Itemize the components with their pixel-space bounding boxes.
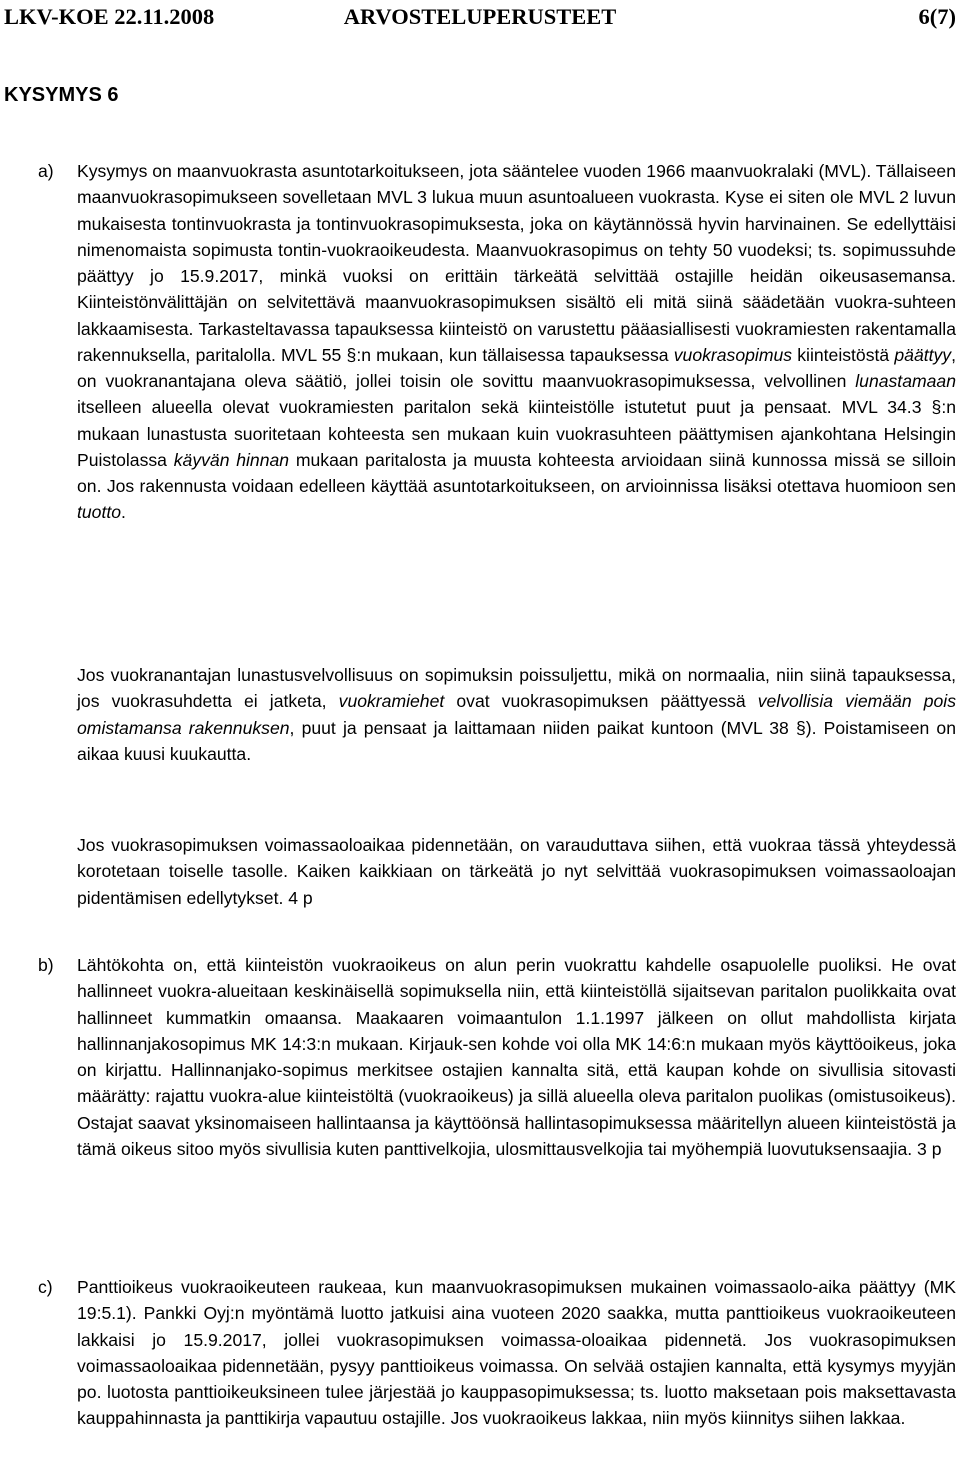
text-run: Kysymys on maanvuokrasta asuntotarkoitukseen, jota sääntelee vuoden 1966 maanvuokralaki (MVL). Tällaiseen maanvuokrasopimukseen sovelletaan MVL 3 lukua muun asuntoalueen vuokrasta. Kyse ei siten ole MVL 2 luvun mukaisesta tontinvuokrasta ja tontinvuokrasopimuksesta, joka on käytännössä hyvin harvinainen. Se edellyttäisi nimenomaista sopimusta tontin-vuokraoikeudesta. Maanvuokrasopimus on tehty 50 vuodeksi; ts. sopimussuhde päättyy jo 15.9.2017, minkä vuoksi on erittäin tärkeätä selvittää ostajille heidän oikeusasemansa. Kiinteistönvälittäjän on selvitettävä maanvuokrasopimuksen sisältö eli mitä siinä säädetään vuokra-suhteen lakkaamisesta. Tarkasteltavassa tapauksessa kiinteistö on varustettu pääasiallisesti vuokramiesten rakentamalla rakennuksella, paritalolla. MVL 55 <box>77 161 956 365</box>
text-run: Jos vuokranantajan lunastusvelvollisuus on sopimuksin poissuljettu, mikä on normaalia, niin siinä tapauksessa, jos vuokrasuhdetta ei jatketa, <box>77 665 956 712</box>
answer-b-marker: b) <box>38 955 54 975</box>
italic-term: päättyy <box>894 344 952 365</box>
text-run: itselleen alueella olevat vuokramiesten paritalon sekä kiinteistölle istutetut puut ja pensaat. MVL 34.3 <box>77 397 932 418</box>
text-run: :n mukaan, kun tällaisessa tapauksessa <box>356 344 674 365</box>
header-page-number: 6(7) <box>918 4 956 29</box>
answer-b-paragraph: Lähtökohta on, että kiinteistön vuokraoikeus on alun perin vuokrattu kahdelle osapuolelle puoliksi. He ovat hallinneet vuokra-alueitaan keskinäisellä sopimuksella niin, että kiinteistöllä sijaitsevan paritalon puolikkaita ovat hallinneet kummatkin omaansa. Maakaaren voimaantulon 1.1.1997 jälkeen on ollut mahdollista kirjata hallinnanjakosopimus MK 14:3:n mukaan. Kirjauk-sen kohde voi olla MK 14:6:n mukaan myös käyttöoikeus, joka on kirjattu. Hallinnanjako-sopimus merkitsee ostajien kannalta sitä, että kaupan kohde on sivullisia sitovasti määrätty: rajattu vuokra-alue kiinteistöltä (vuokraoikeus) ja sillä alueella oleva paritalon puolikas (omistusoikeus). Ostajat saavat yksinomaiseen hallintaansa ja käyttöönsä hallintasopimuksessa määritellyn alueen kiinteistöstä ja tämä oikeus sitoo myös sivullisia kuten panttivelkojia, ulosmittausvelkojia tai myöhempiä luovutuksensaajia. 3 p <box>77 955 956 1159</box>
text-run: ovat vuokrasopimuksen päättyessä <box>444 691 758 712</box>
page-header <box>4 0 956 34</box>
italic-term: vuokrasopimus <box>673 344 793 365</box>
answer-c-marker: c) <box>38 1277 53 1297</box>
text-run: . <box>121 502 126 523</box>
question-title: KYSYMYS 6 <box>4 84 119 106</box>
section-sign: § <box>795 717 806 738</box>
text-run: :n mukaan lunastusta suoritetaan kohteesta sen mukaan kuin vuokrasuhteen päättymisen ajankohtana Helsingin Puistolassa <box>77 397 956 470</box>
section-sign: § <box>346 344 357 365</box>
italic-term: lunastamaan <box>855 371 956 391</box>
answer-a-paragraph-2 <box>77 662 956 767</box>
italic-term: tuotto <box>77 502 122 523</box>
header-exam-date: LKV-KOE 22.11.2008 <box>4 4 215 29</box>
italic-term: velvollisia viemään pois omistamansa rakennuksen <box>77 691 956 738</box>
header-document-title: ARVOSTELUPERUSTEET <box>343 4 617 29</box>
answer-c-paragraph: Panttioikeus vuokraoikeuteen raukeaa, kun maanvuokrasopimuksen mukainen voimassaolo-aika päättyy (MK 19:5.1). Pankki Oyj:n myöntämä luotto jatkuisi aina vuoteen 2020 saakka, mutta panttioikeus vuokraoikeuteen lakkaisi jo 15.9.2017, jollei vuokrasopimuksen voimassa-oloaikaa pidennetä. Jos vuokrasopimuksen voimassaoloaikaa pidennetään, pysyy panttioikeus voimassa. On selvää ostajien kannalta, että kysymys myyjän po. luotosta panttioikeuksineen tulee järjestää jo kauppasopimuksessa; ts. luotto maksetaan pois maksettavasta kauppahinnasta ja panttikirja vapautuu ostajille. Jos vuokraoikeus lakkaa, niin myös kiinnitys siihen lakkaa. <box>77 1277 956 1429</box>
italic-term: käyvän hinnan <box>173 449 290 470</box>
text-run: kiinteistöstä <box>792 344 895 365</box>
section-sign: § <box>931 397 942 418</box>
text-run: mukaan paritalosta ja muusta kohteesta arvioidaan siinä kunnossa missä se silloin on. Jos rakennusta voidaan edelleen käyttää asuntotarkoitukseen, on arvioinnissa lisäksi otettava huomioon sen <box>77 449 957 496</box>
text-run: , puut ja pensaat ja laittamaan niiden paikat kuntoon (MVL 38 <box>289 717 796 738</box>
answer-a-marker: a) <box>38 161 54 181</box>
answer-a-paragraph-3: Jos vuokrasopimuksen voimassaoloaikaa pidennetään, on varauduttava siihen, että vuokraa tässä yhteydessä korotetaan toiselle tasolle. Kaiken kaikkiaan on tärkeätä jo nyt selvittää vuokrasopimuksen voimassaoloajan pidentämisen edellytykset. 4 p <box>77 835 956 908</box>
answer-a-paragraph-1 <box>77 158 956 526</box>
text-run: , on vuokranantajana oleva säätiö, jollei toisin ole sovittu maanvuokrasopimuksessa, velvollinen <box>77 344 956 391</box>
italic-term: vuokramiehet <box>338 691 445 712</box>
text-run: ). Poistamiseen on aikaa kuusi kuukautta. <box>77 717 956 764</box>
